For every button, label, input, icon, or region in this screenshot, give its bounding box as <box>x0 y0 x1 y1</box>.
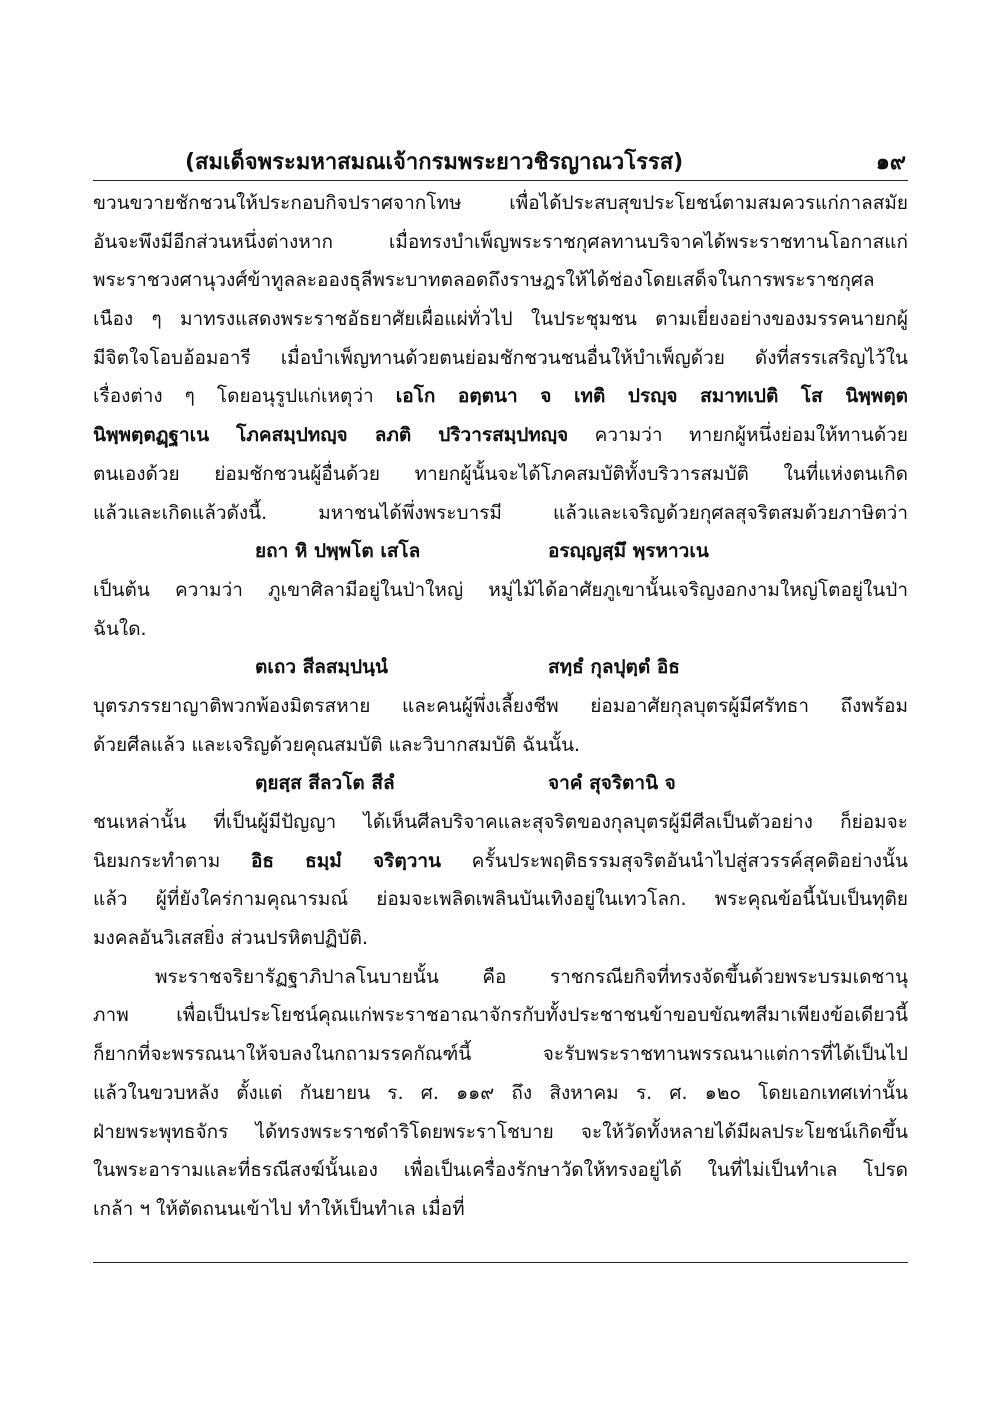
pali-quote: นิพฺพตฺตฏฺฐาเน โภคสมฺปทญฺจ ลภติ ปริวารสมฺปทญฺจ <box>93 424 569 447</box>
text-line: เกล้า ฯ ให้ตัดถนนเข้าไป ทำให้เป็นทำเล เมื่อที่ <box>93 1197 465 1220</box>
text-line: บุตรภรรยาญาติพวกพ้องมิตรสหาย และคนผู้พึ่งเลี้ยงชีพ ย่อมอาศัยกุลบุตรผู้มีศรัทธา ถึงพร้อม <box>93 694 908 717</box>
text-line <box>93 842 908 881</box>
verse-left: ยถา หิ ปพฺพโต เสโล <box>255 540 421 563</box>
text-span: เรื่องต่าง ๆ โดยอนุรูปแก่เหตุว่า <box>93 385 374 408</box>
paragraph-4 <box>93 803 908 958</box>
header-rule <box>93 180 908 181</box>
footer-rule <box>93 1262 908 1263</box>
pali-quote: อิธ ธมฺมํ จริตฺวาน <box>250 849 442 872</box>
text-line: ตนเองด้วย ย่อมชักชวนผู้อื่นด้วย ทายกผู้นั้นจะได้โภคสมบัติทั้งบริวารสมบัติ ในที่แห่งตนเกิด <box>93 462 908 485</box>
paragraph-1 <box>93 184 908 532</box>
text-line: ฉันใด. <box>93 617 147 640</box>
pali-quote: เอโก อตฺตนา จ เทติ ปรญฺจ สมาทเปติ โส นิพฺพตฺต <box>395 385 908 408</box>
text-line: พระราชวงศานุวงศ์ข้าทูลละอองธุลีพระบาทตลอดถึงราษฎรให้ได้ช่องโดยเสด็จในการพระราชกุศล <box>93 269 875 292</box>
text-line: ในพระอารามและที่ธรณีสงฆ์นั้นเอง เพื่อเป็นเครื่องรักษาวัดให้ทรงอยู่ได้ ในที่ไม่เป็นทำเล โปรด <box>93 1159 908 1182</box>
page-body <box>93 184 908 1229</box>
text-line: ภาพ เพื่อเป็นประโยชน์คุณแก่พระราชอาณาจักรกับทั้งประชาชนข้าขอบขัณฑสีมาเพียงข้อเดียวนี้ <box>93 1004 908 1027</box>
text-line: แล้วและเกิดแล้วดังนี้. มหาชนได้พึ่งพระบารมี แล้วและเจริญด้วยกุศลสุจริตสมด้วยภาษิตว่า <box>93 501 908 524</box>
text-line: ด้วยศีลแล้ว และเจริญด้วยคุณสมบัติ และวิบากสมบัติ ฉันนั้น. <box>93 733 581 756</box>
paragraph-2 <box>93 571 908 648</box>
text-line <box>93 416 908 455</box>
verse-right: สทฺธํ กุลปุตฺตํ อิธ <box>548 656 680 679</box>
text-span: ความว่า ทายกผู้หนึ่งย่อมให้ทานด้วย <box>594 424 908 447</box>
pali-verse-1 <box>93 532 908 571</box>
text-line: ก็ยากที่จะพรรณนาให้จบลงในกถามรรคกัณฑ์นี้ จะรับพระราชทานพรรณนาแต่การที่ได้เป็นไป <box>93 1043 908 1066</box>
text-line: เป็นต้น ความว่า ภูเขาศิลามีอยู่ในป่าใหญ่ หมู่ไม้ได้อาศัยภูเขานั้นเจริญงอกงามใหญ่โตอยู่ในป่า <box>93 578 908 601</box>
paragraph-5 <box>93 958 908 1229</box>
text-span: ครั้นประพฤติธรรมสุจริตอันนำไปสู่สวรรค์สุคติอย่างนั้น <box>471 849 908 872</box>
text-line: ฝ่ายพระพุทธจักร ได้ทรงพระราชดำริโดยพระราโชบาย จะให้วัดทั้งหลายได้มีผลประโยชน์เกิดขึ้น <box>93 1120 908 1143</box>
text-line: มีจิตใจโอบอ้อมอารี เมื่อบำเพ็ญทานด้วยตนย่อมชักชวนชนอื่นให้บำเพ็ญด้วย ดังที่สรรเสริญไว้ใน <box>93 346 908 369</box>
text-span: นิยมกระทำตาม <box>93 849 221 872</box>
text-line: ชนเหล่านั้น ที่เป็นผู้มีปัญญา ได้เห็นศีลบริจาคและสุจริตของกุลบุตรผู้มีศีลเป็นตัวอย่าง ก็ย่อมจะ <box>93 811 908 833</box>
text-line: เนือง ๆ มาทรงแสดงพระราชอัธยาศัยเผื่อแผ่ทั่วไป ในประชุมชน ตามเยี่ยงอย่างของมรรคนายกผู้ <box>93 308 908 331</box>
text-line <box>93 377 908 416</box>
running-header <box>93 140 910 180</box>
pali-verse-3 <box>93 764 908 803</box>
text-line: แล้วในขวบหลัง ตั้งแต่ กันยายน ร. ศ. ๑๑๙ ถึง สิงหาคม ร. ศ. ๑๒๐ โดยเอกเทศเท่านั้น <box>93 1081 908 1104</box>
text-line: พระราชจริยารัฏฐาภิปาลโนบายนั้น คือ ราชกรณียกิจที่ทรงจัดขึ้นด้วยพระบรมเดชานุ <box>155 965 908 988</box>
text-line: มงคลอันวิเสสยิ่ง ส่วนปรหิตปฏิบัติ. <box>93 927 368 950</box>
text-line: ขวนขวายชักชวนให้ประกอบกิจปราศจากโทษ เพื่อได้ประสบสุขประโยชน์ตามสมควรแก่กาลสมัย <box>93 192 908 214</box>
paragraph-3 <box>93 687 908 764</box>
verse-right: จาคํ สุจริตานิ จ <box>548 772 676 795</box>
verse-right: อรญฺญสฺมึ พฺรหาวเน <box>548 540 709 563</box>
pali-verse-2 <box>93 648 908 687</box>
text-line: อันจะพึงมีอีกส่วนหนึ่งต่างหาก เมื่อทรงบำเพ็ญพระราชกุศลทานบริจาคได้พระราชทานโอกาสแก่ <box>93 230 908 253</box>
page-number: ๑๙ <box>875 150 906 175</box>
text-line: แล้ว ผู้ที่ยังใคร่กามคุณารมณ์ ย่อมจะเพลิดเพลินบันเทิงอยู่ในเทวโลก. พระคุณข้อนี้นับเป็นทุติย <box>93 888 908 911</box>
verse-left: ตเถว สีลสมฺปนฺนํ <box>255 656 389 679</box>
header-title: (สมเด็จพระมหาสมณเจ้ากรมพระยาวชิรญาณวโรรส) <box>185 150 684 175</box>
verse-left: ตฺยสฺส สีลวโต สีลํ <box>255 772 395 795</box>
